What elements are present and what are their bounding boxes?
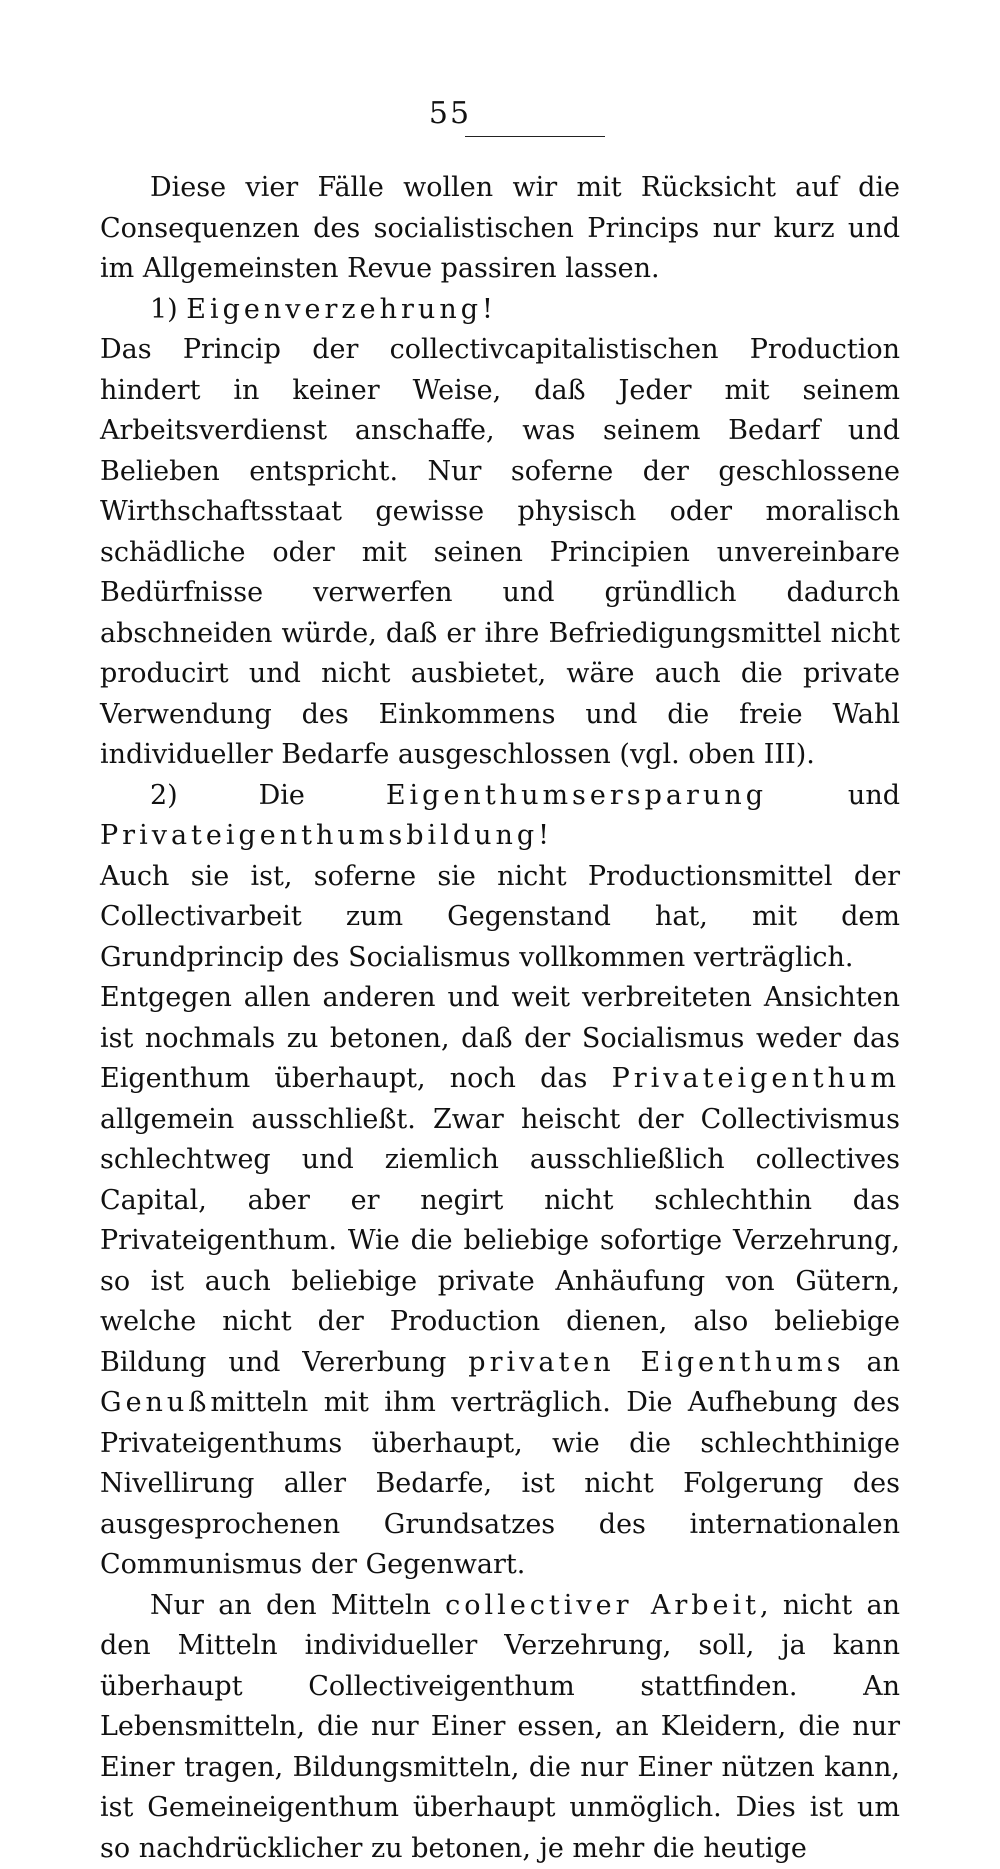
text-run: allgemein ausschließt. Zwar heischt der Collectivismus schlechtweg und ziemlich ausschließlich collectives Capital, aber er negirt nicht schlechthin das Privateigenthum. Wie die beliebige sofortige Verzehrung, so ist auch beliebige private Anhäufung von Gütern, welche nicht der Production dienen, also beliebige Bildung und Vererbung (100, 1104, 900, 1378)
text-run: ! (538, 820, 549, 851)
page-number: 55 (100, 96, 800, 131)
text-run: und (767, 780, 900, 811)
text-run: Nur an den Mitteln (150, 1590, 445, 1621)
text-run: Entgegen allen anderen und weit verbreiteten Ansichten ist nochmals zu betonen, daß der Socialismus weder das Eigenthum überhaupt, noch das (100, 982, 900, 1094)
header-rule (465, 136, 605, 137)
text-run: 2) Die (150, 780, 386, 811)
spaced-term: Privateigenthum (612, 1063, 900, 1094)
text-run: Das Princip der collectivcapitalistischen Production hindert in keiner Weise, daß Jeder mit seinem Arbeitsverdienst anschaffe, was seinem Bedarf und Belieben entspricht. Nur soferne der geschlossene Wirthschaftsstaat gewisse physisch oder moralisch schädliche oder mit seinen Principien unvereinbare Bedürfnisse verwerfen und gründlich dadurch abschneiden würde, daß er ihre Befriedigungsmittel nicht producirt und nicht ausbietet, wäre auch die private Verwendung des Einkommens und die freie Wahl individueller Bedarfe ausgeschlossen (vgl. oben III). (100, 334, 900, 770)
heading-eigenverzehrung (100, 290, 900, 331)
paragraph-collectiver-arbeit (100, 1586, 900, 1869)
paragraph-intro (100, 168, 900, 290)
heading-eigenthumsersparung (100, 776, 900, 857)
body-text (100, 168, 900, 1869)
text-run: Diese vier Fälle wollen wir mit Rücksicht auf die Consequenzen des socialistischen Princips nur kurz und im Allgemeinsten Revue passiren lassen. (100, 172, 900, 284)
book-page (100, 0, 900, 1746)
text-run: ! (482, 294, 493, 325)
spaced-term: Eigenthumsersparung (386, 780, 767, 811)
spaced-term: privaten Eigenthums (468, 1347, 844, 1378)
paragraph-eigenverzehrung (100, 330, 900, 776)
text-run: an (845, 1347, 900, 1378)
text-run: Auch sie ist, soferne sie nicht Productionsmittel der Collectivarbeit zum Gegenstand hat, mit dem Grundprincip des Socialismus vollkommen verträglich. (100, 861, 900, 973)
text-run: , nicht an den Mitteln individueller Verzehrung, soll, ja kann überhaupt Collectiveigenthum stattfinden. An Lebensmitteln, die nur Einer essen, an Kleidern, die nur Einer tragen, Bildungsmitteln, die nur Einer nützen kann, ist Gemeineigenthum überhaupt unmöglich. Dies ist um so nachdrücklicher zu betonen, je mehr die heutige (100, 1590, 900, 1864)
spaced-term: Genuß (100, 1387, 210, 1418)
spaced-term: collectiver Arbeit (445, 1590, 760, 1621)
paragraph-verträglich (100, 857, 900, 979)
spaced-term: Eigenverzehrung (186, 294, 482, 325)
paragraph-entgegen (100, 978, 900, 1586)
text-run: mitteln mit ihm verträglich. Die Aufhebung des Privateigenthums überhaupt, wie die schlechthinige Nivellirung aller Bedarfe, ist nicht Folgerung des ausgesprochenen Grundsatzes des internationalen Communismus der Gegenwart. (100, 1387, 900, 1580)
spaced-term: Privateigenthumsbildung (100, 820, 538, 851)
text-run: 1) (150, 294, 186, 325)
